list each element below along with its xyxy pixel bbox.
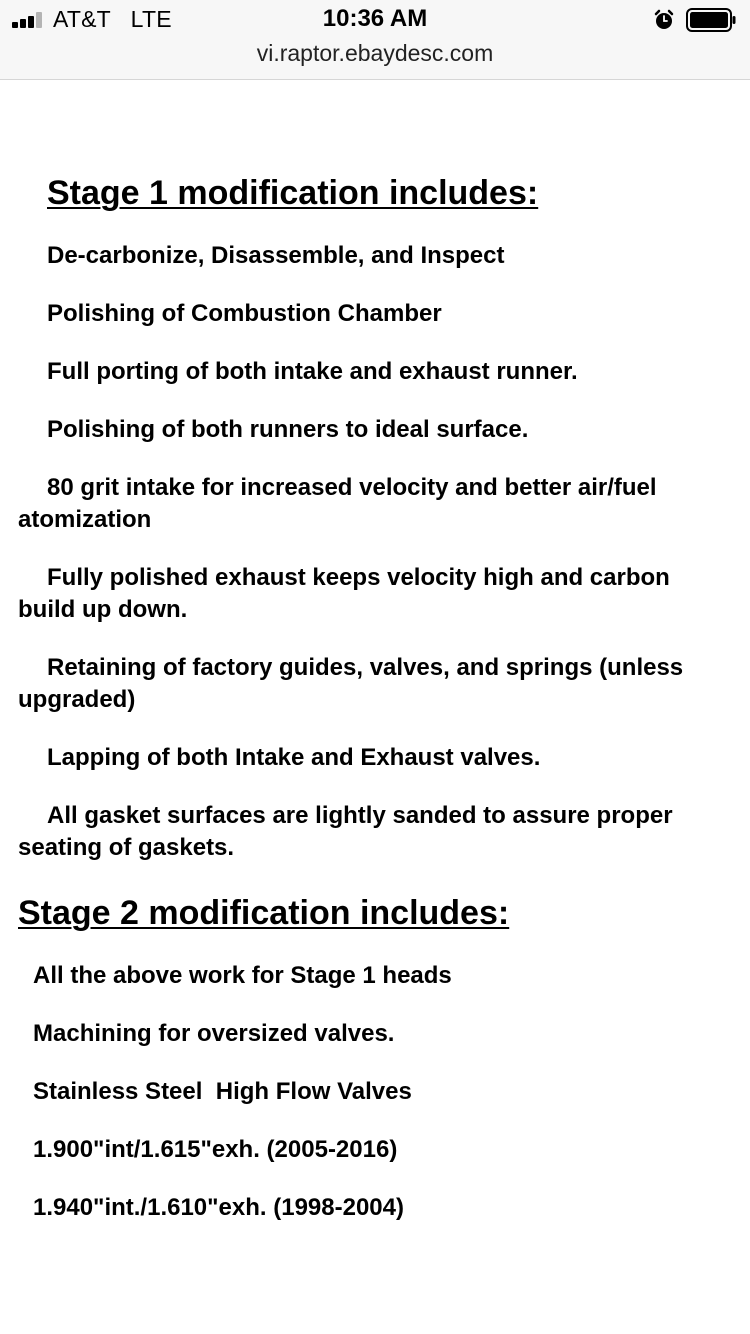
stage1-item: Polishing of Combustion Chamber bbox=[47, 300, 442, 327]
stage1-item: De-carbonize, Disassemble, and Inspect bbox=[47, 242, 505, 269]
stage1-item: 80 grit intake for increased velocity and better air/fuel atomization bbox=[18, 474, 657, 533]
stage2-item: 1.900"int/1.615"exh. (2005-2016) bbox=[33, 1136, 398, 1163]
stage1-item: Retaining of factory guides, valves, and springs (unless upgraded) bbox=[18, 654, 684, 713]
stage2-item: Machining for oversized valves. bbox=[33, 1020, 395, 1047]
stage1-item: All gasket surfaces are lightly sanded to assure proper seating of gaskets. bbox=[18, 802, 673, 861]
stage2-item: All the above work for Stage 1 heads bbox=[33, 962, 452, 989]
stage2-item: Stainless Steel High Flow Valves bbox=[33, 1078, 412, 1105]
carrier-name: AT&T bbox=[53, 6, 111, 32]
status-time: 10:36 AM bbox=[322, 5, 428, 32]
stage2-item: 1.940"int./1.610"exh. (1998-2004) bbox=[33, 1194, 404, 1221]
address-bar-url[interactable]: vi.raptor.ebaydesc.com bbox=[256, 40, 494, 66]
alarm-clock-icon bbox=[653, 9, 675, 31]
stage1-heading: Stage 1 modification includes: bbox=[47, 174, 539, 212]
stage1-item: Lapping of both Intake and Exhaust valves. bbox=[47, 744, 541, 771]
stage2-heading: Stage 2 modification includes: bbox=[18, 894, 510, 932]
stage1-item: Polishing of both runners to ideal surface. bbox=[47, 416, 529, 443]
status-bar bbox=[0, 0, 750, 80]
stage1-item: Fully polished exhaust keeps velocity high and carbon build up down. bbox=[18, 564, 670, 623]
battery-icon bbox=[686, 8, 736, 32]
stage1-item: Full porting of both intake and exhaust runner. bbox=[47, 358, 578, 385]
network-type: LTE bbox=[130, 6, 172, 32]
